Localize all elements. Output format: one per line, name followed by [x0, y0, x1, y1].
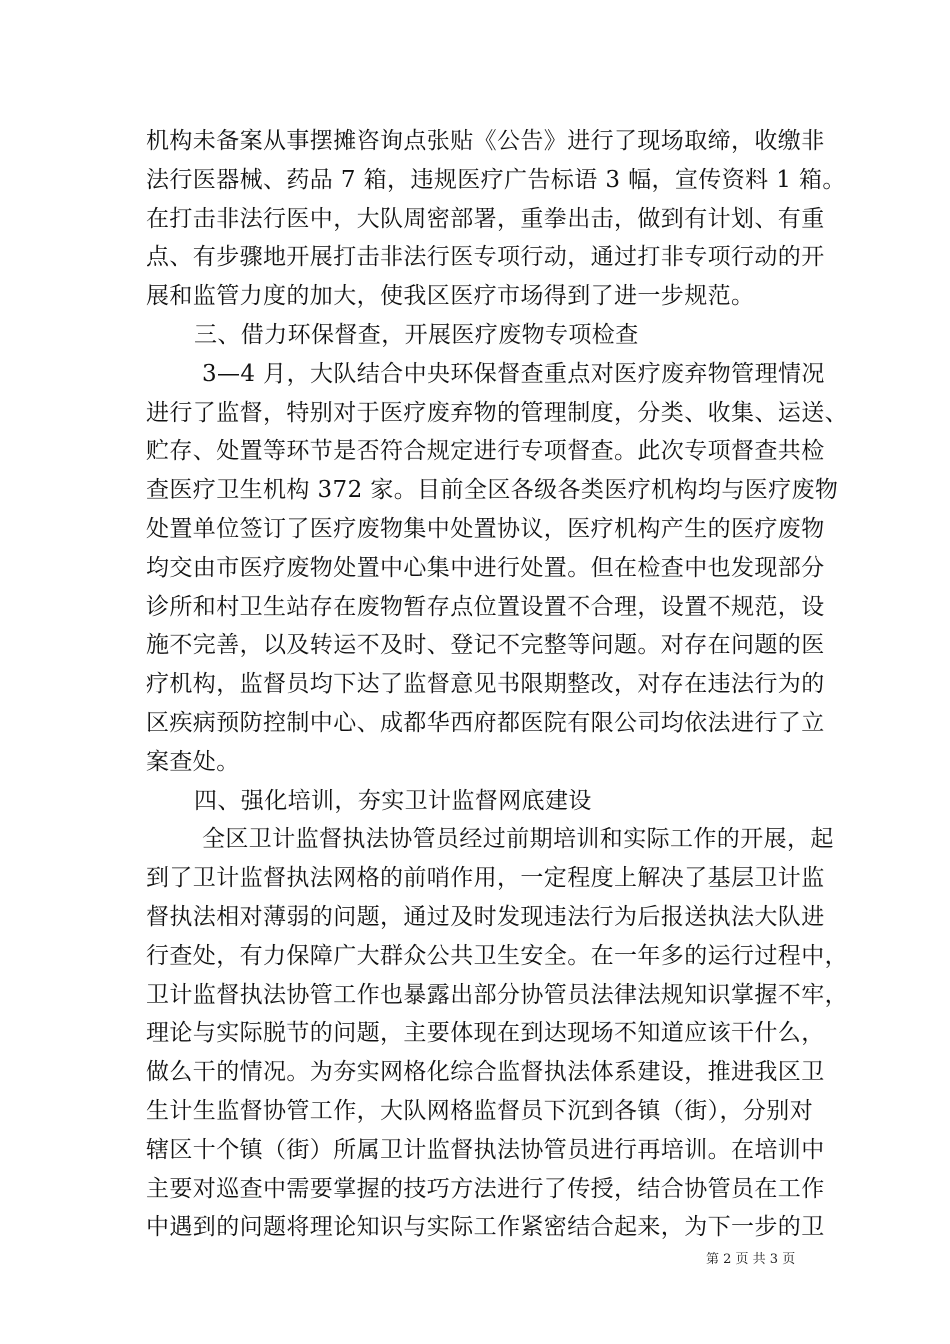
- text-line: 疗机构，监督员均下达了监督意见书限期整改，对存在违法行为的: [146, 671, 825, 698]
- text-line: 理论与实际脱节的问题，主要体现在到达现场不知道应该干什么，: [146, 1020, 825, 1047]
- text-line: 行查处，有力保障广大群众公共卫生安全。在一年多的运行过程中，: [146, 942, 848, 969]
- paragraph-start: 3—4 月，大队结合中央环保督查重点对医疗废弃物管理情况: [202, 360, 825, 387]
- text-line: 做么干的情况。为夯实网格化综合监督执法体系建设，推进我区卫: [146, 1059, 825, 1086]
- paragraph-start: 全区卫计监督执法协管员经过前期培训和实际工作的开展，起: [202, 826, 834, 853]
- text-line: 法行医器械、药品 7 箱，违规医疗广告标语 3 幅，宣传资料 1 箱。: [146, 166, 846, 193]
- section-heading-3: 三、借力环保督查，开展医疗废物专项检查: [194, 321, 639, 348]
- text-line: 施不完善，以及转运不及时、登记不完整等问题。对存在问题的医: [146, 632, 825, 659]
- text-line: 卫计监督执法协管工作也暴露出部分协管员法律法规知识掌握不牢，: [146, 981, 848, 1008]
- document-body: [146, 122, 848, 1247]
- text-line: 督执法相对薄弱的问题，通过及时发现违法行为后报送执法大队进: [146, 903, 825, 930]
- text-line: 进行了监督，特别对于医疗废弃物的管理制度，分类、收集、运送、: [146, 399, 848, 426]
- text-line: 中遇到的问题将理论知识与实际工作紧密结合起来，为下一步的卫: [146, 1214, 825, 1241]
- text-line: 主要对巡查中需要掌握的技巧方法进行了传授，结合协管员在工作: [146, 1175, 825, 1202]
- text-line: 生计生监督协管工作，大队网格监督员下沉到各镇（街），分别对: [146, 1097, 814, 1124]
- text-line: 区疾病预防控制中心、成都华西府都医院有限公司均依法进行了立: [146, 709, 825, 736]
- text-line: 点、有步骤地开展打击非法行医专项行动，通过打非专项行动的开: [146, 244, 825, 271]
- text-line: 在打击非法行医中，大队周密部署，重拳出击，做到有计划、有重: [146, 205, 825, 232]
- text-line: 诊所和村卫生站存在废物暂存点位置设置不合理，设置不规范，设: [146, 593, 825, 620]
- text-line: 贮存、处置等环节是否符合规定进行专项督查。此次专项督查共检: [146, 438, 825, 465]
- text-line: 机构未备案从事摆摊咨询点张贴《公告》进行了现场取缔，收缴非: [146, 128, 825, 154]
- text-line: 辖区十个镇（街）所属卫计监督执法协管员进行再培训。在培训中: [146, 1136, 825, 1163]
- text-line: 展和监管力度的加大，使我区医疗市场得到了进一步规范。: [146, 283, 755, 310]
- text-line: 查医疗卫生机构 372 家。目前全区各级各类医疗机构均与医疗废物: [146, 477, 839, 504]
- text-line: 到了卫计监督执法网格的前哨作用，一定程度上解决了基层卫计监: [146, 865, 825, 892]
- text-line: 处置单位签订了医疗废物集中处置协议，医疗机构产生的医疗废物: [146, 515, 825, 542]
- section-heading-4: 四、强化培训，夯实卫计监督网底建设: [194, 787, 592, 814]
- text-line: 案查处。: [146, 748, 240, 775]
- page-number-footer: 第 2 页 共 3 页: [706, 1252, 796, 1267]
- text-line: 均交由市医疗废物处置中心集中进行处置。但在检查中也发现部分: [146, 554, 825, 581]
